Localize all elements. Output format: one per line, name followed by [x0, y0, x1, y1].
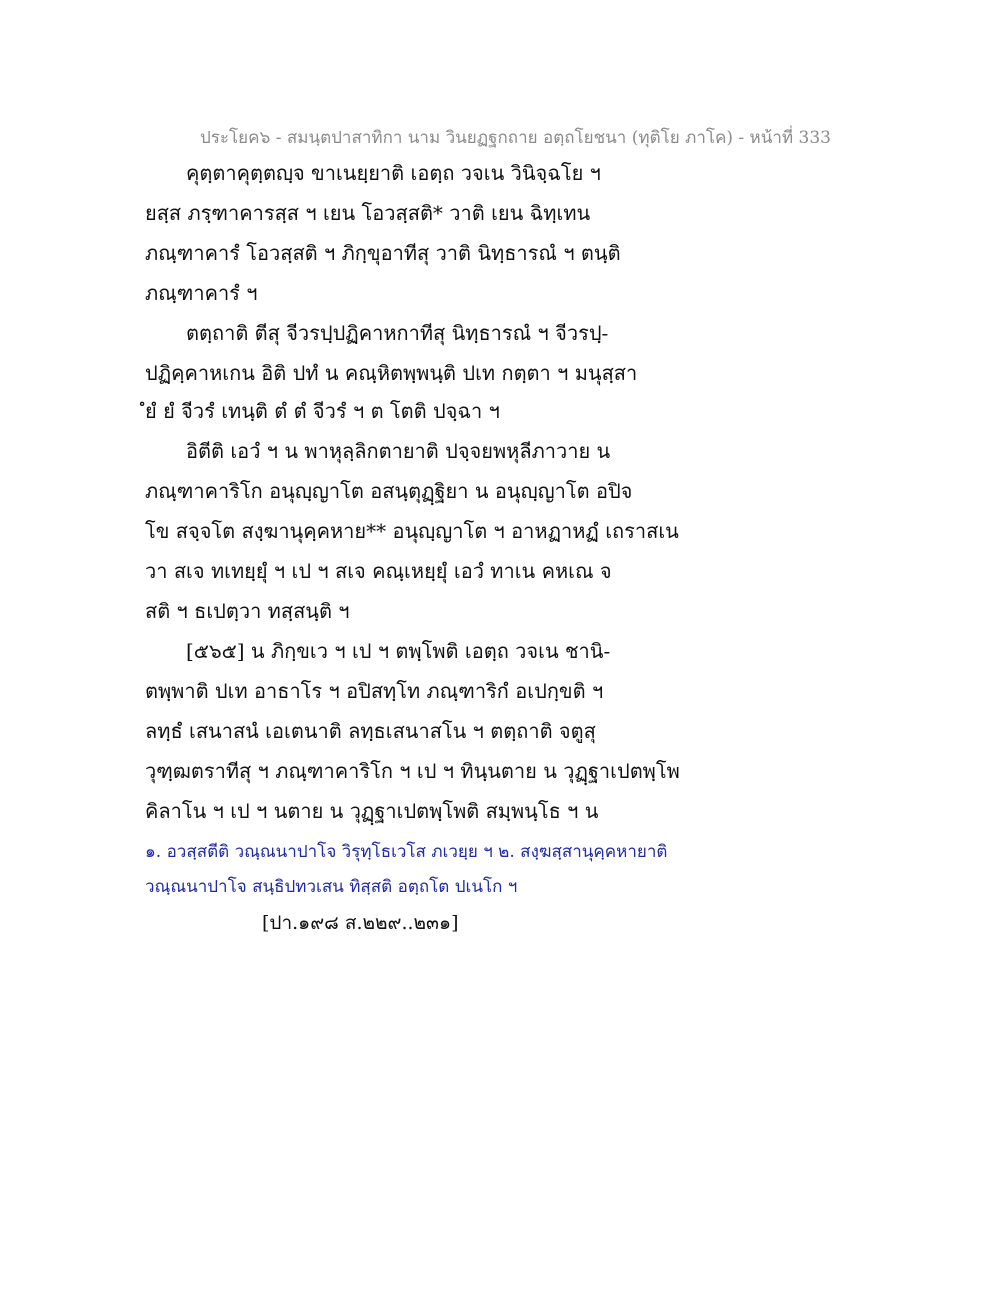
- footnote-line: วณฺณนาปาโจ สนฺธิปทวเสน ทิสฺสติ อตฺถโต ปเนโก ฯ: [145, 877, 518, 897]
- body-line: โข สจฺจโต สงฺฆานุคฺคหาย** อนุญฺญาโต ฯ อาหฏาหฏํ เถราสเน: [145, 519, 679, 543]
- body-line: วุฑฺฒตราทีสุ ฯ ภณฺฑาคาริโก ฯ เป ฯ ทินฺนตาย น วุฏฺฐาเปตพฺโพ: [145, 759, 680, 783]
- body-line: วา สเจ ทเทยฺยุํ ฯ เป ฯ สเจ คณฺเหยฺยุํ เอวํ ทาเน คหเณ จ: [145, 559, 612, 583]
- body-line: ภณฺฑาคารํ โอวสฺสติ ฯ ภิกฺขุอาทีสุ วาติ นิทฺธารณํ ฯ ตนฺติ: [145, 241, 621, 265]
- body-line: ปฏิคฺคาหเกน อิติ ปทํ น คณฺหิตพฺพนฺติ ปเท กตฺตา ฯ มนุสฺสา: [145, 361, 638, 385]
- footnote-line: ๑. อวสฺสตีติ วณฺณนาปาโจ วิรุทฺโธเวโส ภเวยฺย ฯ ๒. สงฺฆสฺสานุคฺคหายาติ: [145, 842, 668, 862]
- body-line: ตพฺพาติ ปเท อาธาโร ฯ อปิสทฺโท ภณฺฑาริกํ อเปกฺขติ ฯ: [145, 679, 604, 703]
- body-line: คิลาโน ฯ เป ฯ นตาย น วุฏฺฐาเปตพฺโพติ สมฺพนฺโธ ฯ น: [145, 799, 599, 823]
- body-line: ตตฺถาติ ตีสุ จีวรปฺปฏิคาหกาทีสุ นิทฺธารณํ ฯ จีวรปฺ-: [186, 321, 609, 345]
- body-line: ํยํ ยํ จีวรํ เทนฺติ ตํ ตํ จีวรํ ฯ ต โตติ ปจฺฉา ฯ: [145, 399, 500, 423]
- body-line: ภณฺฑาคาริโก อนุญฺญาโต อสนฺตุฏฺฐิยา น อนุญฺญาโต อปิจ: [145, 479, 633, 503]
- body-line: ลทฺธํ เสนาสนํ เอเตนาติ ลทฺธเสนาสโน ฯ ตตฺถาติ จตูสุ: [145, 719, 596, 743]
- page-reference: [ปา.๑๙๘ ส.๒๒๙..๒๓๑]: [262, 912, 459, 934]
- body-line: สติ ฯ ธเปตฺวา ทสฺสนฺติ ฯ: [145, 599, 350, 623]
- body-line: ยสฺส ภรฺฑาคารสฺส ฯ เยน โอวสฺสติ* วาติ เยน ฉิทฺเทน: [145, 201, 591, 225]
- page-header: ประโยค๖ - สมนฺตปาสาทิกา นาม วินยฏฐกถาย อตฺถโยชนา (ทุติโย ภาโค) - หน้าที่ 333: [200, 128, 831, 148]
- body-line: อิตีติ เอวํ ฯ น พาหุลฺลิกตายาติ ปจฺจยพหุลีภาวาย น: [186, 439, 611, 463]
- body-line: คุตฺตาคุตฺตญฺจ ขาเนยฺยาติ เอตฺถ วจเน วินิจฺฉโย ฯ: [186, 161, 601, 185]
- body-line: [๕๖๕] น ภิกฺขเว ฯ เป ฯ ตพฺโพติ เอตฺถ วจเน ชานิ-: [186, 639, 611, 663]
- body-line: ภณฺฑาคารํ ฯ: [145, 281, 258, 305]
